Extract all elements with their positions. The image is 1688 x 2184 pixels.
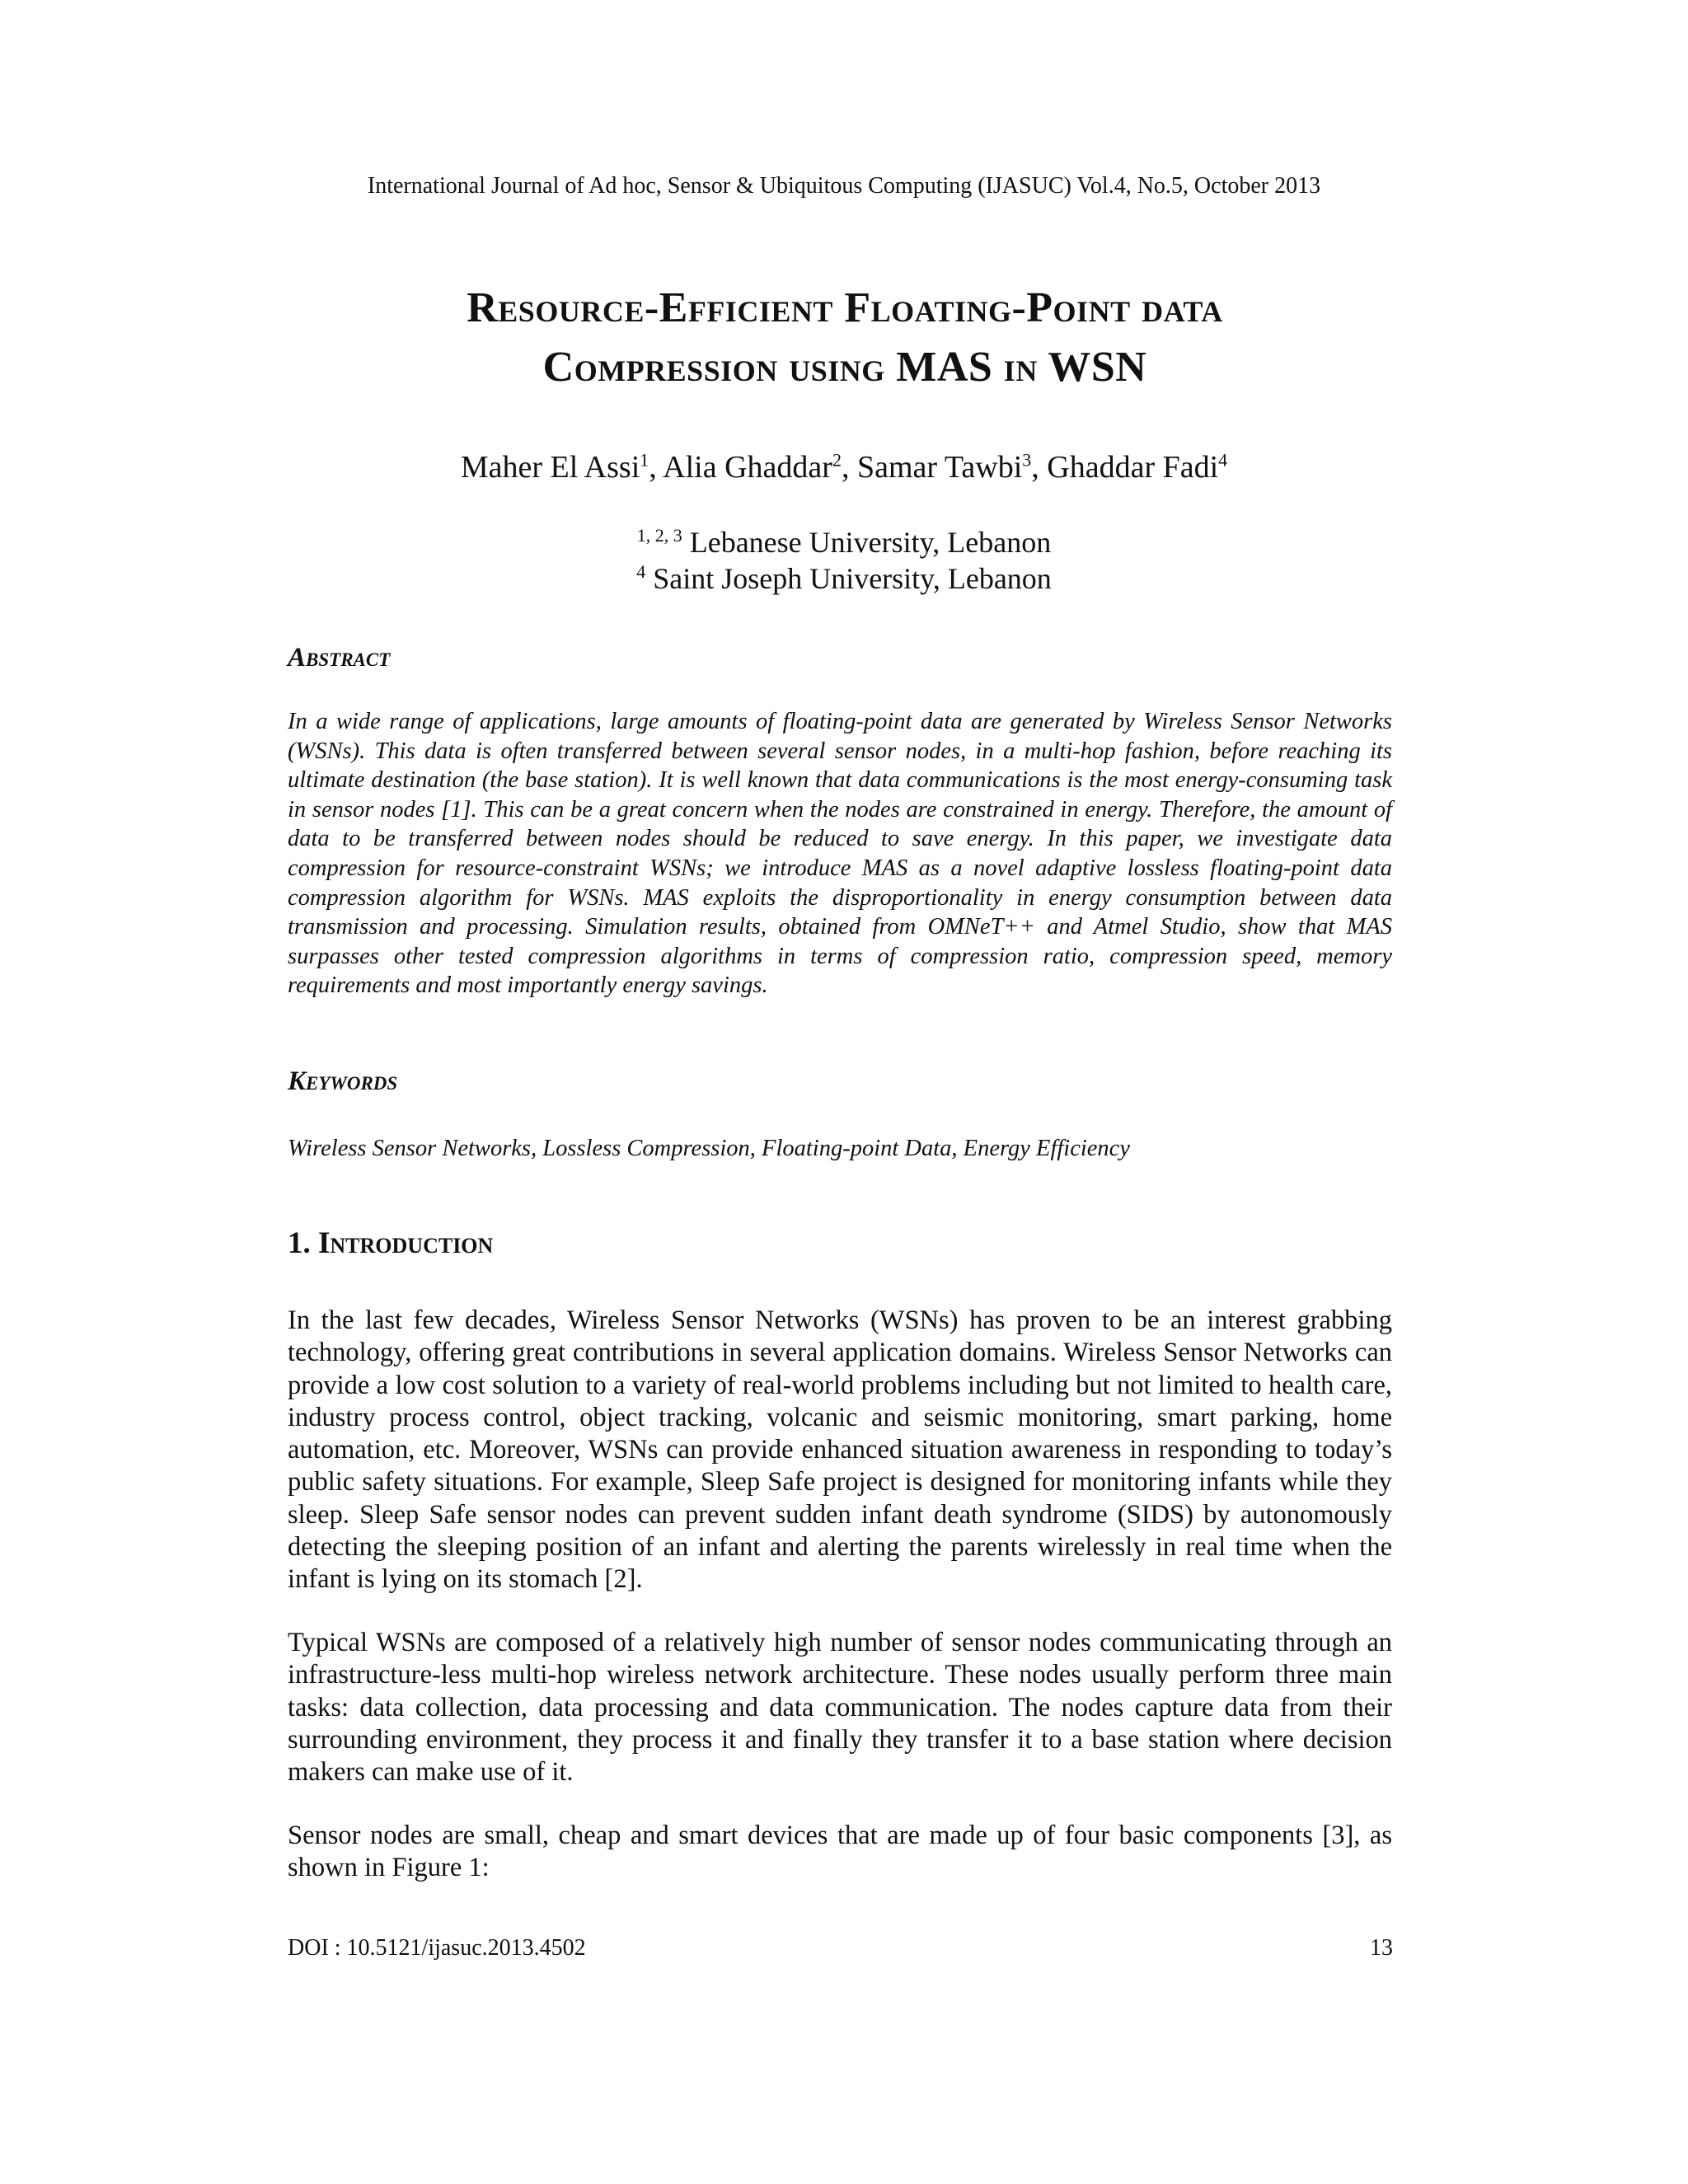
author-name: Maher El Assi [460,450,640,485]
body-paragraph: Typical WSNs are composed of a relatively high number of sensor nodes communicating through an infrastructure-less multi-hop wireless network architecture. These nodes usually perform three main tasks: data collection, data processing and data communication. The nodes capture data from their surrounding environment, they process it and finally they transfer it to a base station where decision makers can make use of it. [288,1628,1392,1788]
author-affiliation-mark: 3 [1022,449,1032,471]
author-list [0,447,1688,488]
body-paragraph: Sensor nodes are small, cheap and smart devices that are made up of four basic components [3], as shown in Figure 1: [288,1821,1392,1883]
affiliations [0,524,1688,597]
keywords-text: Wireless Sensor Networks, Lossless Compression, Floating-point Data, Energy Efficiency [288,1136,1130,1161]
author-name: Alia Ghaddar [663,450,832,485]
keywords-heading: Keywords [288,1066,398,1096]
title-line-1: Resource-Efficient Floating-Point data [467,284,1223,331]
author-affiliation-mark: 4 [1218,449,1228,471]
page-number: 13 [1370,1935,1393,1961]
affiliation-text: Lebanese University, Lebanon [682,526,1052,559]
affiliation-line [0,560,1688,597]
abstract-text: In a wide range of applications, large amounts of floating-point data are generated by Wireless Sensor Networks (WSNs). This data is often transferred between several sensor nodes, in a multi-hop fashion, before reaching its ultimate destination (the base station). It is well known that data communications is the most energy-consuming task in sensor nodes [1]. This can be a great concern when the nodes are constrained in energy. Therefore, the amount of data to be transferred between nodes should be reduced to save energy. In this paper, we investigate data compression for resource-constraint WSNs; we introduce MAS as a novel adaptive lossless floating-point data compression algorithm for WSNs. MAS exploits the disproportionality in energy consumption between data transmission and processing. Simulation results, obtained from OMNeT++ and Atmel Studio, show that MAS surpasses other tested compression algorithms in terms of compression ratio, compression speed, memory requirements and most importantly energy savings. [288,709,1392,999]
author-separator: , [841,450,857,485]
affiliation-mark: 1, 2, 3 [636,525,682,546]
affiliation-mark: 4 [636,561,646,582]
author-name: Ghaddar Fadi [1047,450,1219,485]
affiliation-text: Saint Joseph University, Lebanon [645,562,1052,595]
paper-title [206,279,1484,397]
abstract-heading: Abstract [288,643,391,673]
author-separator: , [649,450,663,485]
introduction-heading: 1. Introduction [288,1226,494,1260]
body-paragraph: In the last few decades, Wireless Sensor Networks (WSNs) has proven to be an interest grabbing technology, offering great contributions in several application domains. Wireless Sensor Networks can provide a low cost solution to a variety of real-world problems including but not limited to health care, industry process control, object tracking, volcanic and seismic monitoring, smart parking, home automation, etc. Moreover, WSNs can provide enhanced situation awareness in responding to today’s public safety situations. For example, Sleep Safe project is designed for monitoring infants while they sleep. Sleep Safe sensor nodes can prevent sudden infant death syndrome (SIDS) by autonomously detecting the sleeping position of an infant and alerting the parents wirelessly in real time when the infant is lying on its stomach [2]. [288,1305,1392,1595]
author-name: Samar Tawbi [856,450,1023,485]
author-affiliation-mark: 2 [832,449,842,471]
author-separator: , [1031,450,1048,485]
affiliation-line [0,524,1688,560]
author-affiliation-mark: 1 [640,449,649,471]
title-line-2: Compression using MAS in WSN [542,344,1147,391]
running-header: International Journal of Ad hoc, Sensor & Ubiquitous Computing (IJASUC) Vol.4, No.5, October 2013 [367,173,1321,199]
footer-doi: DOI : 10.5121/ijasuc.2013.4502 [288,1935,586,1961]
